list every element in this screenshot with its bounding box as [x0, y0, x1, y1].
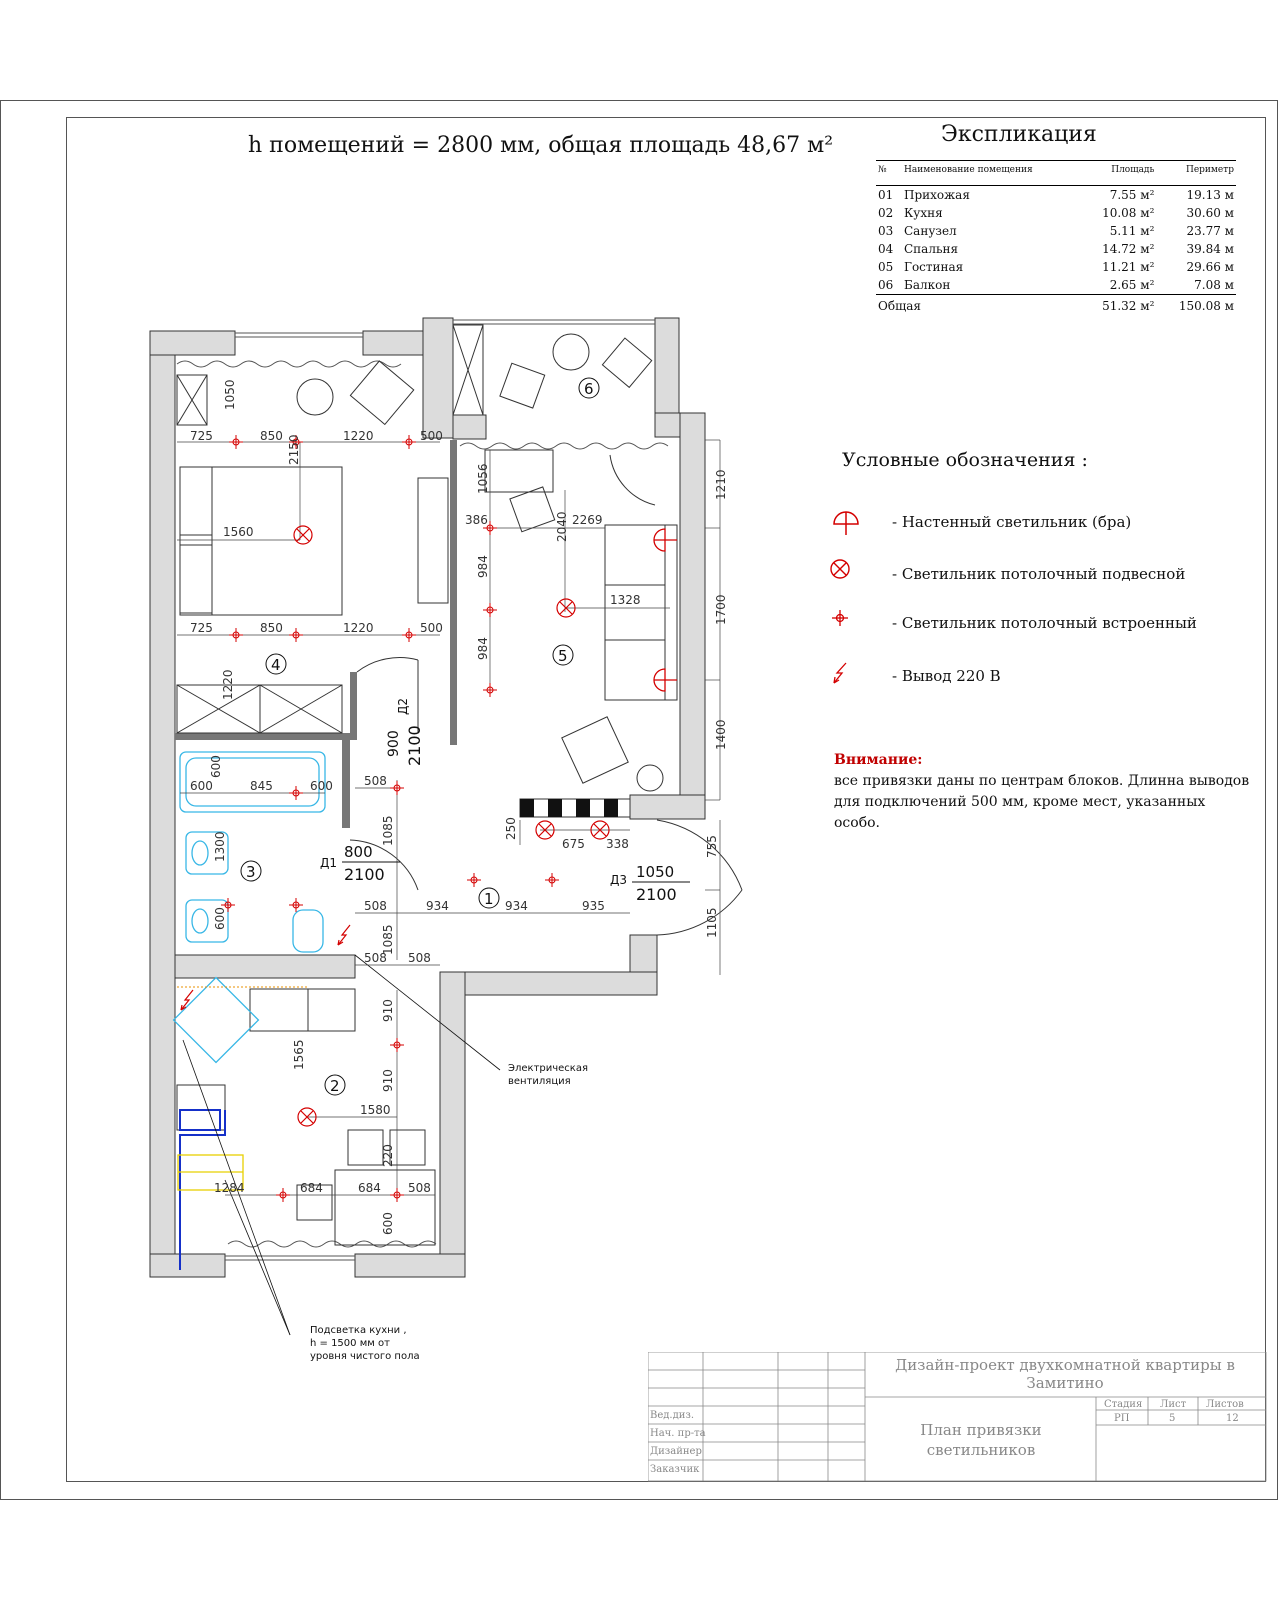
room-number: 01	[878, 188, 894, 202]
recessed-light-icon	[402, 435, 416, 449]
recessed-light-icon	[483, 683, 497, 697]
dimension-label: 934	[426, 899, 449, 913]
sheets-value: 12	[1226, 1413, 1239, 1424]
note-text: все привязки даны по центрам блоков. Длинна выводов для подключений 500 мм, кроме мест, указанных особо.	[834, 773, 1250, 831]
door-height: 2100	[405, 725, 424, 766]
room-marker	[553, 645, 573, 665]
room-number: 04	[878, 242, 894, 256]
dimension-label: 984	[476, 555, 490, 578]
recessed-light-icon	[289, 628, 303, 642]
wall-sconce-icon	[654, 529, 677, 551]
dimension-label: 910	[381, 999, 395, 1022]
dimension-label: 675	[562, 837, 585, 851]
legend-label: - Вывод 220 В	[892, 667, 1001, 685]
room-perimeter: 39.84 м	[1186, 242, 1234, 256]
explication-title: Экспликация	[941, 122, 1097, 147]
dimension-label: 850	[260, 429, 283, 443]
title-block	[648, 1352, 1268, 1482]
dimension-label: 508	[364, 899, 387, 913]
room-area: 10.08 м²	[1102, 206, 1155, 220]
room-area: 5.11 м²	[1109, 224, 1155, 238]
room-number: 03	[878, 224, 894, 238]
room-area: 2.65 м²	[1109, 278, 1155, 292]
dimension-label: 1056	[476, 463, 490, 494]
dimension-label: 1565	[292, 1039, 306, 1070]
room-marker	[579, 378, 599, 398]
svg-text:1: 1	[484, 890, 494, 908]
room-perimeter: 7.08 м	[1194, 278, 1234, 292]
dimension-label: 500	[420, 621, 443, 635]
dimension-label: 1210	[714, 469, 728, 500]
recessed-light-icon	[483, 603, 497, 617]
dimension-label: 508	[408, 951, 431, 965]
power-outlet-220v-icon	[338, 925, 350, 945]
door-height: 2100	[344, 865, 385, 884]
stage-label: Стадия	[1104, 1399, 1143, 1410]
sheet-title: План привязки светильников	[920, 1421, 1042, 1459]
dimension-label: 2269	[572, 513, 603, 527]
role-label: Заказчик	[650, 1464, 700, 1475]
dimension-label: 1085	[381, 815, 395, 846]
svg-text:5: 5	[558, 647, 568, 665]
ventilation-annotation: Электрическая вентиляция	[508, 1063, 588, 1087]
room-area: 11.21 м²	[1102, 260, 1155, 274]
dimension-label: 338	[606, 837, 629, 851]
dimension-label: 1105	[705, 907, 719, 938]
stage-value: РП	[1114, 1413, 1130, 1424]
door-width: 1050	[636, 863, 675, 881]
sheet-label: Лист	[1160, 1399, 1187, 1410]
room-perimeter: 23.77 м	[1186, 224, 1234, 238]
legend-label: - Светильник потолочный встроенный	[892, 614, 1197, 632]
dimension-label: 910	[381, 1069, 395, 1092]
recessed-light-icon	[390, 1038, 404, 1052]
recessed-light-icon	[390, 781, 404, 795]
dimension-label: 725	[190, 621, 213, 635]
dimension-label: 984	[476, 637, 490, 660]
dimension-label: 1328	[610, 593, 641, 607]
legend-label: - Светильник потолочный подвесной	[892, 565, 1186, 583]
col-room-name: Наименование помещения	[902, 161, 1081, 186]
dimension-label: 508	[364, 951, 387, 965]
total-perimeter: 150.08 м	[1156, 295, 1236, 316]
kitchen-light-annotation: Подсветка кухни , h = 1500 мм от уровня чистого пола	[310, 1325, 420, 1362]
recessed-light-icon	[390, 1188, 404, 1202]
dimension-label: 1284	[214, 1181, 245, 1195]
door-id: Д3	[610, 873, 628, 887]
bathroom-fixtures	[174, 752, 325, 1062]
dimension-label: 725	[190, 429, 213, 443]
dimension-label: 1560	[223, 525, 254, 539]
dimension-label: 500	[420, 429, 443, 443]
col-area: Площадь	[1081, 161, 1157, 186]
dimension-label: 1400	[714, 719, 728, 750]
room-area: 14.72 м²	[1102, 242, 1155, 256]
dimension-label: 250	[504, 817, 518, 840]
room-name: Гостиная	[904, 260, 964, 274]
dimension-label: 1700	[714, 594, 728, 625]
room-number: 02	[878, 206, 894, 220]
svg-text:2: 2	[330, 1077, 340, 1095]
dimension-label: 2150	[287, 434, 301, 465]
room-marker	[479, 888, 499, 908]
dimension-label: 684	[358, 1181, 381, 1195]
dimension-label: 934	[505, 899, 528, 913]
dimension-label: 220	[381, 1144, 395, 1167]
dimension-label: 1085	[381, 924, 395, 955]
room-perimeter: 19.13 м	[1186, 188, 1234, 202]
dimension-label: 1220	[221, 669, 235, 700]
dimension-label: 1220	[343, 429, 374, 443]
dimension-label: 845	[250, 779, 273, 793]
recessed-light-icon	[545, 873, 559, 887]
strip-pattern	[520, 799, 618, 817]
svg-text:4: 4	[271, 656, 281, 674]
door-width: 800	[344, 843, 373, 861]
room-perimeter: 29.66 м	[1186, 260, 1234, 274]
legend-title: Условные обозначения :	[842, 449, 1088, 471]
wall-sconce-icon	[654, 669, 677, 691]
recessed-light-icon	[276, 1188, 290, 1202]
pendant-light-icon	[294, 526, 312, 544]
dimension-label: 386	[465, 513, 488, 527]
role-label: Дизайнер	[650, 1446, 702, 1457]
dimension-label: 935	[582, 899, 605, 913]
room-name: Санузел	[904, 224, 957, 238]
dimension-label: 2040	[555, 511, 569, 542]
walls	[150, 318, 705, 1277]
dimension-label: 600	[209, 755, 223, 778]
room-perimeter: 30.60 м	[1186, 206, 1234, 220]
recessed-light-icon	[467, 873, 481, 887]
room-area: 7.55 м²	[1109, 188, 1155, 202]
svg-text:6: 6	[584, 380, 594, 398]
recessed-light-icon	[229, 628, 243, 642]
door-height: 2100	[636, 885, 677, 904]
role-label: Вед.диз.	[650, 1410, 695, 1421]
dimension-label: 684	[300, 1181, 323, 1195]
room-marker	[241, 861, 261, 881]
role-label: Нач. пр-та	[650, 1428, 706, 1439]
door-id: Д2	[396, 697, 410, 715]
sheet-value: 5	[1169, 1413, 1176, 1424]
room-name: Кухня	[904, 206, 943, 220]
room-marker	[266, 654, 286, 674]
dimension-label: 1300	[213, 831, 227, 862]
page-title: h помещений = 2800 мм, общая площадь 48,67 м²	[248, 133, 834, 158]
room-marker	[325, 1075, 345, 1095]
sheets-label: Листов	[1206, 1399, 1244, 1410]
legend-label: - Настенный светильник (бра)	[892, 513, 1132, 531]
recessed-light-icon	[289, 786, 303, 800]
dimension-label: 850	[260, 621, 283, 635]
total-area: 51.32 м²	[1081, 295, 1157, 316]
dimension-label: 1580	[360, 1103, 391, 1117]
dimension-label: 508	[364, 774, 387, 788]
col-number: №	[876, 161, 902, 186]
door-width: 900	[386, 730, 402, 757]
room-name: Прихожая	[904, 188, 970, 202]
dimension-label: 600	[213, 907, 227, 930]
dimension-label: 1050	[223, 379, 237, 410]
room-number: 05	[878, 260, 894, 274]
door-id: Д1	[320, 856, 338, 870]
note-title: Внимание:	[834, 752, 923, 768]
dimension-label: 1220	[343, 621, 374, 635]
svg-text:3: 3	[246, 863, 256, 881]
dimension-label: 600	[381, 1212, 395, 1235]
recessed-light-icon	[402, 628, 416, 642]
room-number: 06	[878, 278, 894, 292]
dimension-label: 755	[705, 835, 719, 858]
total-label: Общая	[876, 295, 1081, 316]
recessed-light-icon	[229, 435, 243, 449]
dimension-label: 600	[190, 779, 213, 793]
dimension-label: 600	[310, 779, 333, 793]
col-perimeter: Периметр	[1156, 161, 1236, 186]
project-title: Дизайн-проект двухкомнатной квартиры в Замитино	[895, 1356, 1235, 1392]
room-name: Балкон	[904, 278, 951, 292]
room-name: Спальня	[904, 242, 959, 256]
dimension-label: 508	[408, 1181, 431, 1195]
